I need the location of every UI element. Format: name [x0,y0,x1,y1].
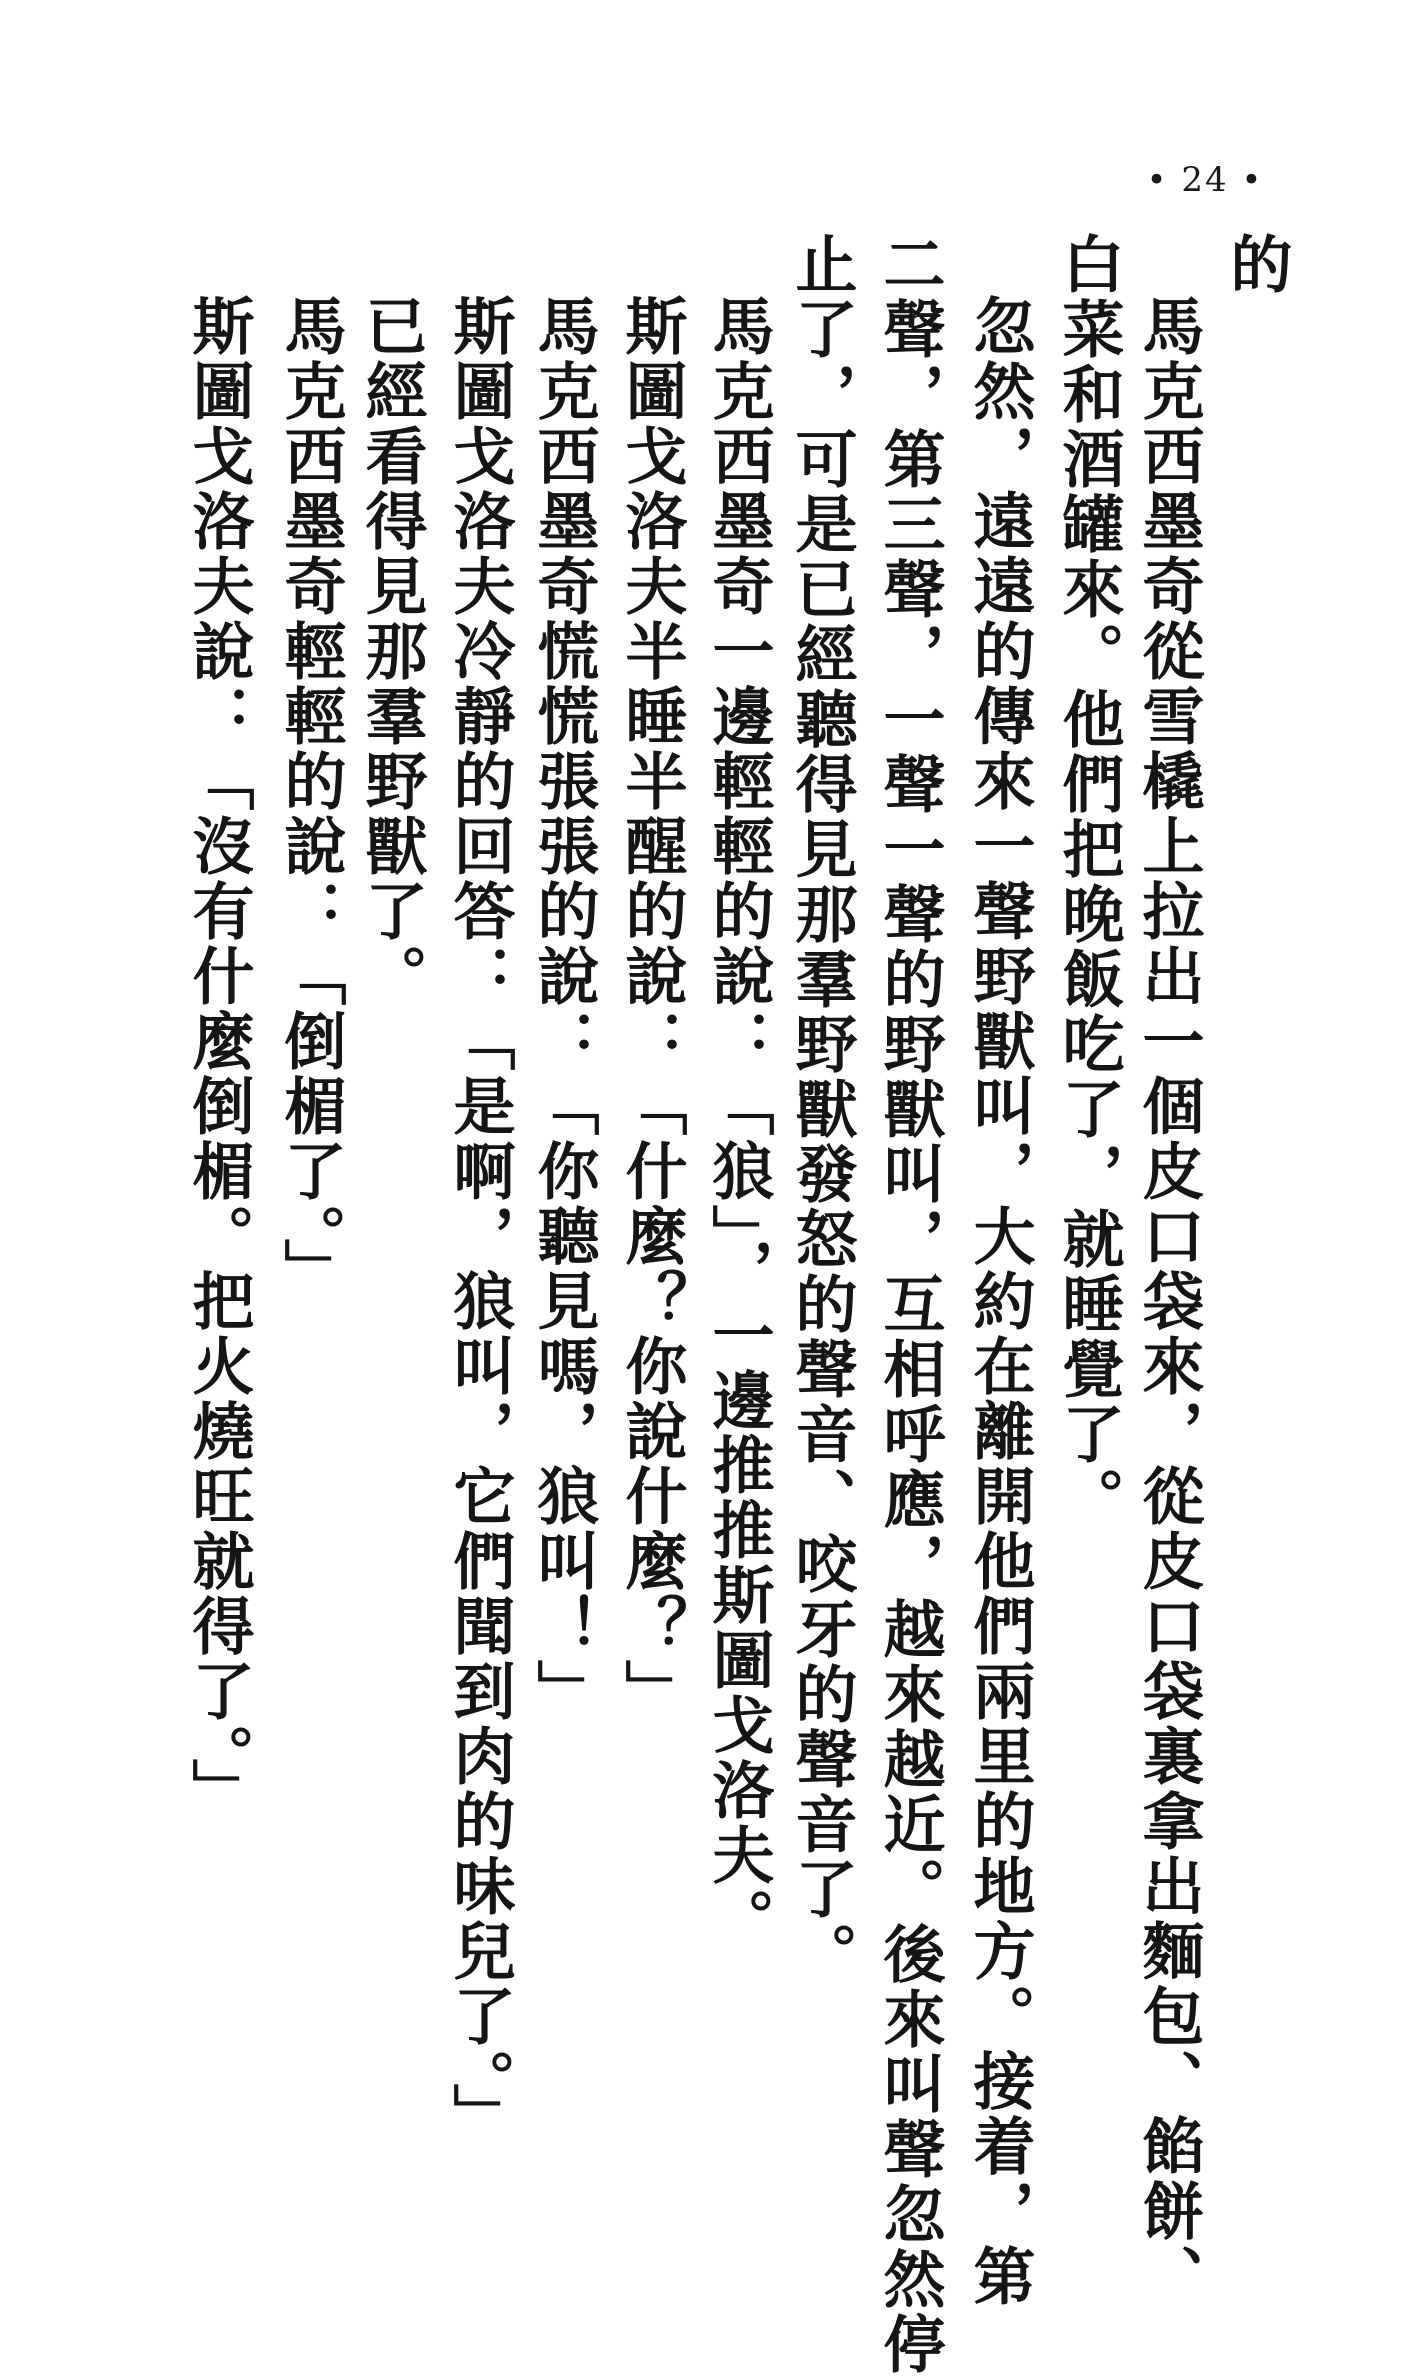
text-column: 的 [1220,232,1293,297]
text-column: 已經看得見那羣野獸了。 [355,294,428,1009]
text-column: 馬克西墨奇一邊輕輕的說：「狼」，一邊推推斯圖戈洛夫。 [702,294,775,1953]
text-column: 忽然，遠遠的傳來一聲野獸叫，大約在離開他們兩里的地方。接着，第 [963,294,1036,2309]
text-column: 馬克西墨奇輕輕的說：「倒楣了。」 [274,294,347,1303]
text-column: 馬克西墨奇慌慌張張的說：「你聽見嗎，狼叫！」 [527,294,600,1724]
text-column: 斯圖戈洛夫半睡半醒的說：「什麼？你說什麼？」 [615,294,688,1724]
text-column: 斯圖戈洛夫冷靜的回答：「是啊，狼叫，它們聞到肉的味兒了。」 [443,294,516,2148]
text-column: 斯圖戈洛夫說：「沒有什麼倒楣。把火燒旺就得了。」 [182,294,255,1823]
text-column: 白菜和酒罐來。他們把晚飯吃了，就睡覺了。 [1052,232,1125,1532]
text-column: 馬克西墨奇從雪橇上拉出一個皮口袋來，從皮口袋裏拿出麵包、餡餅、 [1132,294,1205,2309]
page-number: • 24 • [1146,160,1264,200]
text-column: 二聲，第三聲，一聲一聲的野獸叫，互相呼應，越來越近。後來叫聲忽然停 [873,232,946,2377]
text-column: 止了，可是已經聽得見那羣野獸發怒的聲音、咬牙的聲音了。 [785,232,858,1987]
